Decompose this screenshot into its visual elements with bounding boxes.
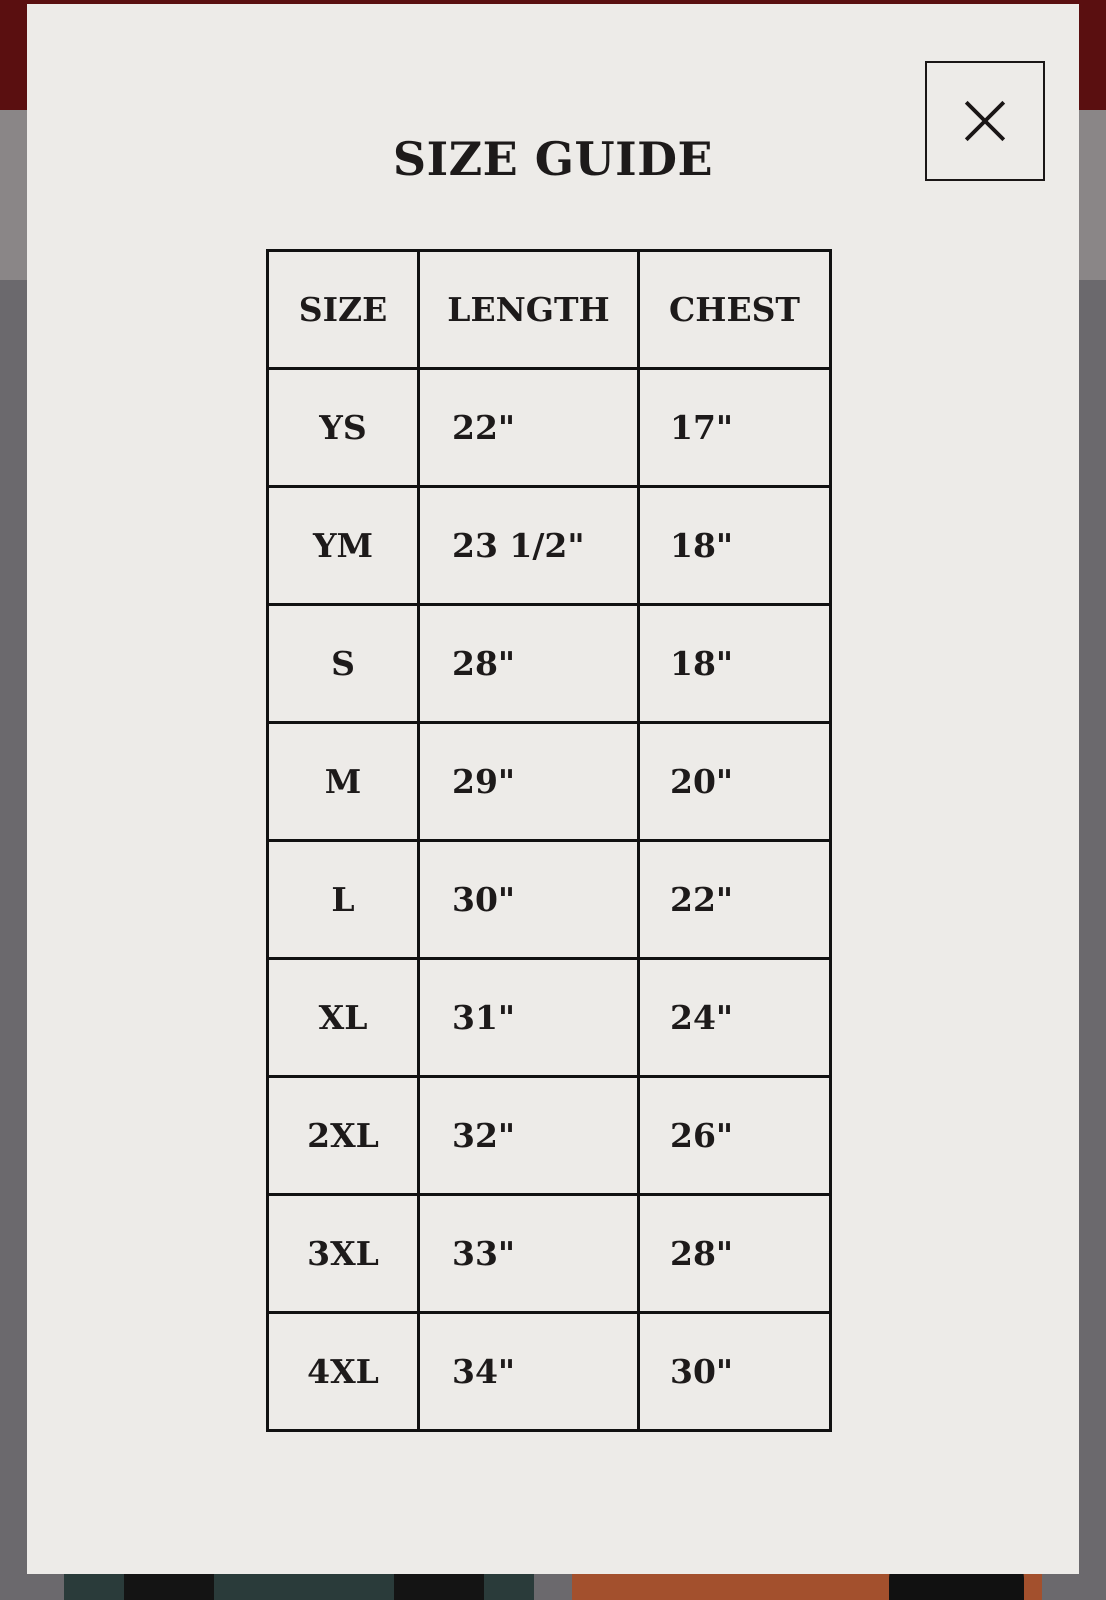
cell-length: 32" — [419, 1077, 639, 1195]
cell-size: L — [268, 841, 419, 959]
cell-length: 23 1/2" — [419, 487, 639, 605]
cell-size: YM — [268, 487, 419, 605]
cell-size: S — [268, 605, 419, 723]
header-chest: CHEST — [639, 251, 831, 369]
table-row — [268, 1077, 831, 1195]
cell-chest: 17" — [639, 369, 831, 487]
cell-size: 2XL — [268, 1077, 419, 1195]
cell-length: 28" — [419, 605, 639, 723]
header-size: SIZE — [268, 251, 419, 369]
cell-size: 3XL — [268, 1195, 419, 1313]
table-row — [268, 841, 831, 959]
header-length: LENGTH — [419, 251, 639, 369]
table-row — [268, 369, 831, 487]
cell-size: M — [268, 723, 419, 841]
table-row — [268, 487, 831, 605]
size-table — [266, 249, 832, 1432]
table-row — [268, 723, 831, 841]
cell-chest: 26" — [639, 1077, 831, 1195]
table-row — [268, 1313, 831, 1431]
table-row — [268, 1195, 831, 1313]
cell-chest: 22" — [639, 841, 831, 959]
table-row — [268, 959, 831, 1077]
size-guide-modal — [27, 4, 1079, 1574]
table-row — [268, 605, 831, 723]
cell-chest: 20" — [639, 723, 831, 841]
cell-chest: 30" — [639, 1313, 831, 1431]
modal-title: SIZE GUIDE — [392, 132, 714, 186]
cell-chest: 24" — [639, 959, 831, 1077]
cell-length: 29" — [419, 723, 639, 841]
cell-length: 22" — [419, 369, 639, 487]
cell-size: YS — [268, 369, 419, 487]
cell-length: 31" — [419, 959, 639, 1077]
cell-chest: 18" — [639, 487, 831, 605]
cell-chest: 18" — [639, 605, 831, 723]
cell-size: XL — [268, 959, 419, 1077]
table-header-row — [268, 251, 831, 369]
cell-length: 33" — [419, 1195, 639, 1313]
cell-length: 34" — [419, 1313, 639, 1431]
cell-size: 4XL — [268, 1313, 419, 1431]
cell-chest: 28" — [639, 1195, 831, 1313]
cell-length: 30" — [419, 841, 639, 959]
